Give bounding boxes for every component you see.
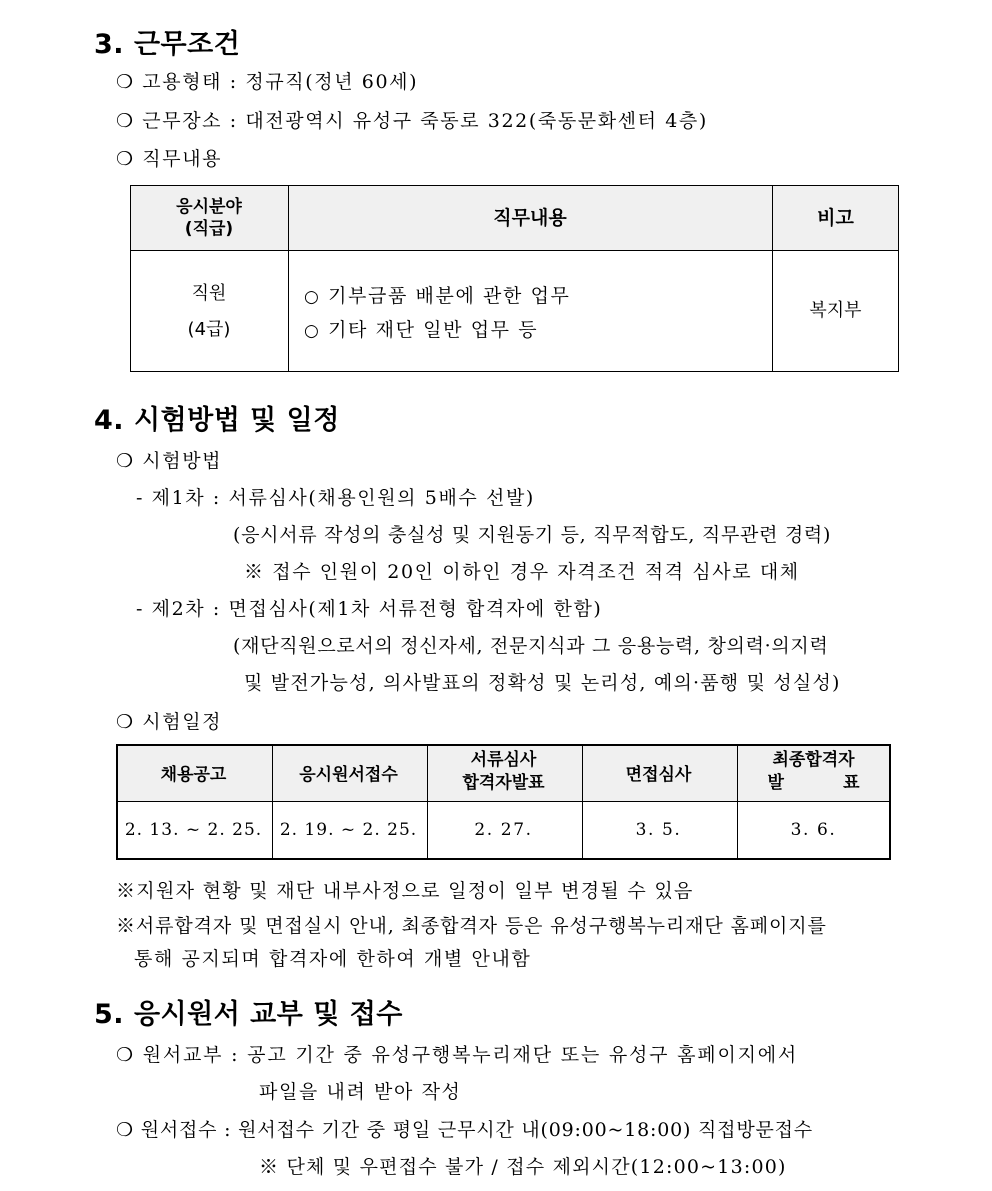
- stage-2-detail-cont: 및 발전가능성, 의사발표의 정확성 및 논리성, 예의·품행 및 성실성): [244, 672, 841, 694]
- small-circle-icon: ○: [304, 321, 321, 341]
- sched-header-notice: 채용공고: [160, 764, 227, 785]
- header-remarks: 비고: [817, 206, 854, 229]
- sched-value-interview: 3. 5.: [635, 820, 682, 840]
- note-announcement-cont: 통해 공지되며 합격자에 한하여 개별 안내함: [134, 948, 532, 970]
- stage-2-detail: (재단직원으로서의 정신자세, 전문지식과 그 응용능력, 창의력·의지력: [233, 635, 829, 657]
- section-5-title: 5. 응시원서 교부 및 접수: [94, 999, 403, 1030]
- bullet-employment-type: ❍ 고용형태 : 정규직(정년 60세): [116, 71, 419, 93]
- stage-1-detail: (응시서류 작성의 충실성 및 지원동기 등, 직무적합도, 직무관련 경력): [233, 524, 832, 546]
- note-announcement: ※서류합격자 및 면접실시 안내, 최종합격자 등은 유성구행복누리재단 홈페이지를: [116, 915, 827, 937]
- form-distribution-cont: 파일을 내려 받아 작성: [259, 1081, 462, 1103]
- bullet-duties: ❍ 직무내용: [116, 148, 223, 170]
- hollow-circle-icon: ❍: [116, 1119, 134, 1141]
- hollow-circle-icon: ❍: [116, 450, 135, 472]
- sched-header-application: 응시원서접수: [299, 764, 398, 785]
- sched-header-final: 최종합격자 발 표: [767, 750, 860, 793]
- hollow-circle-icon: ❍: [116, 711, 135, 733]
- stage-1-note: ※ 접수 인원이 20인 이하인 경우 자격조건 적격 심사로 대체: [244, 561, 800, 583]
- header-field: 응시분야 (직급): [176, 196, 242, 239]
- section-3-title: 3. 근무조건: [94, 29, 241, 60]
- bullet-exam-method: ❍ 시험방법: [116, 450, 223, 472]
- duty-item-2: ○ 기타 재단 일반 업무 등: [304, 319, 539, 341]
- sched-value-application: 2. 19. ~ 2. 25.: [279, 820, 418, 840]
- sched-header-interview: 면접심사: [625, 764, 692, 785]
- form-submission-note: ※ 단체 및 우편접수 불가 / 접수 제외시간(12:00~13:00): [259, 1156, 787, 1178]
- section-4-title: 4. 시험방법 및 일정: [94, 405, 340, 436]
- hollow-circle-icon: ❍: [116, 110, 135, 132]
- hollow-circle-icon: ❍: [116, 1044, 135, 1066]
- sched-value-notice: 2. 13. ~ 2. 25.: [124, 820, 263, 840]
- bullet-exam-schedule: ❍ 시험일정: [116, 711, 223, 733]
- hollow-circle-icon: ❍: [116, 71, 135, 93]
- bullet-form-submission: ❍ 원서접수 : 원서접수 기간 중 평일 근무시간 내(09:00~18:00) 직접방문접수: [116, 1119, 813, 1141]
- bullet-workplace: ❍ 근무장소 : 대전광역시 유성구 죽동로 322(죽동문화센터 4층): [116, 110, 708, 132]
- header-duties: 직무내용: [493, 206, 567, 229]
- hollow-circle-icon: ❍: [116, 148, 135, 170]
- cell-remarks: 복지부: [809, 300, 862, 321]
- duty-item-1: ○ 기부금품 배분에 관한 업무: [304, 285, 571, 307]
- bullet-form-distribution: ❍ 원서교부 : 공고 기간 중 유성구행복누리재단 또는 유성구 홈페이지에서: [116, 1044, 799, 1066]
- stage-1-line: - 제1차 : 서류심사(채용인원의 5배수 선발): [136, 487, 535, 509]
- stage-2-line: - 제2차 : 면접심사(제1차 서류전형 합격자에 한함): [136, 598, 603, 620]
- sched-header-document: 서류심사 합격자발표: [462, 750, 545, 793]
- small-circle-icon: ○: [304, 287, 321, 307]
- sched-value-final: 3. 6.: [790, 820, 837, 840]
- sched-value-document: 2. 27.: [474, 820, 533, 840]
- cell-position: 직원 (4급): [187, 283, 231, 340]
- note-schedule-change: ※지원자 현황 및 재단 내부사정으로 일정이 일부 변경될 수 있음: [116, 880, 694, 902]
